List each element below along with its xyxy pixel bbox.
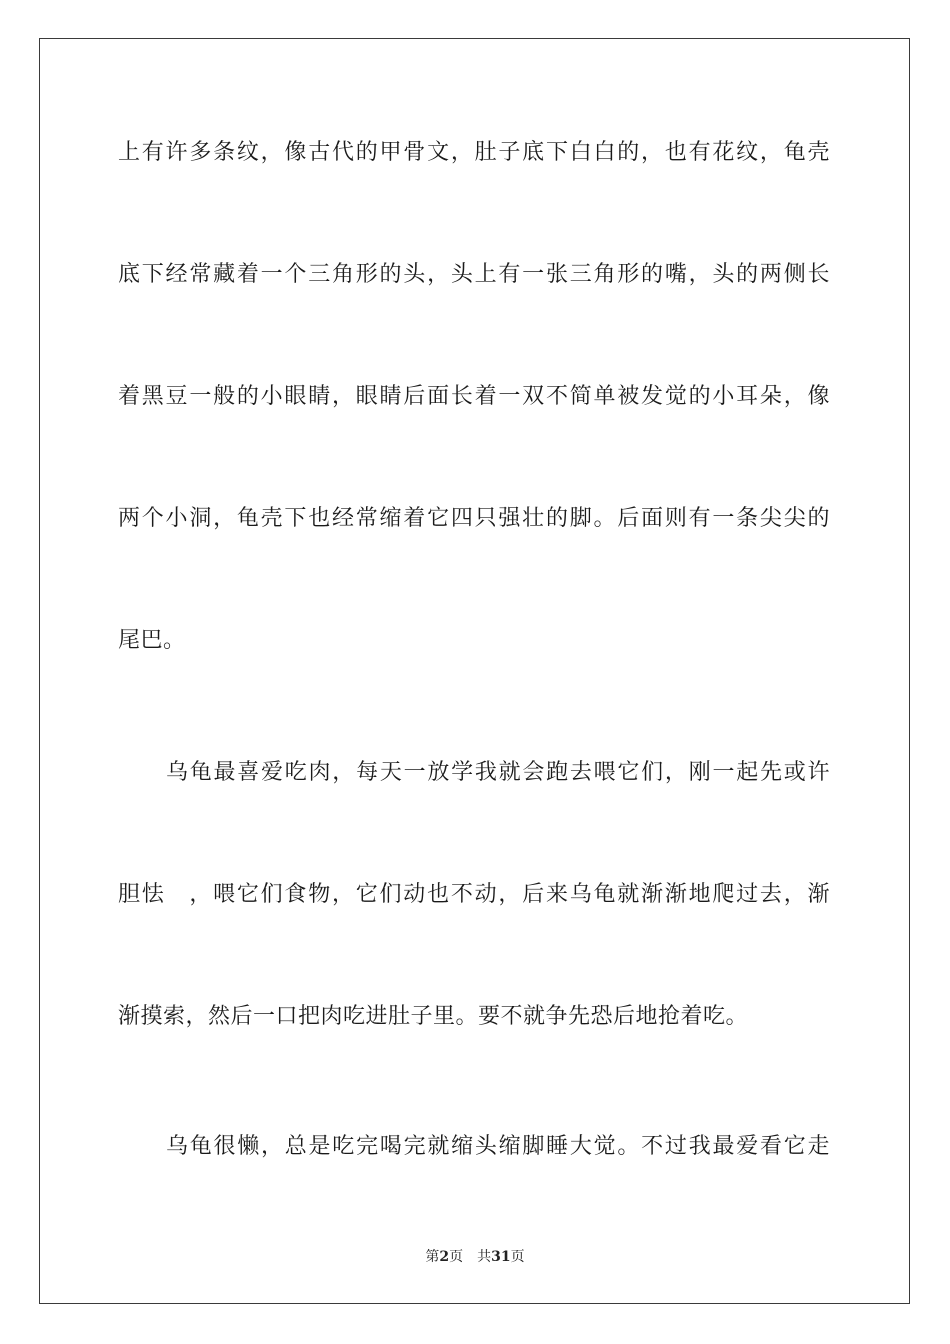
footer-page-suffix: 页 [449,1249,464,1265]
current-page-number: 2 [439,1249,450,1265]
footer-total-prefix: 共 [477,1249,492,1265]
body-line: 底下经常藏着一个三角形的头，头上有一张三角形的嘴，头的两侧长 [118,262,830,287]
body-line: 两个小洞，龟壳下也经常缩着它四只强壮的脚。后面则有一条尖尖的 [118,506,830,531]
body-line: 胆怯 ，喂它们食物，它们动也不动，后来乌龟就渐渐地爬过去，渐 [118,882,830,907]
page-border [39,38,910,1304]
footer-total-suffix: 页 [510,1249,525,1265]
page-footer [0,1247,950,1267]
body-line: 乌龟很懒，总是吃完喝完就缩头缩脚睡大觉。不过我最爱看它走 [166,1134,830,1159]
body-line: 上有许多条纹，像古代的甲骨文，肚子底下白白的，也有花纹，龟壳 [118,140,830,165]
body-line: 渐摸索，然后一口把肉吃进肚子里。要不就争先恐后地抢着吃。 [118,1004,749,1029]
body-line: 乌龟最喜爱吃肉，每天一放学我就会跑去喂它们，刚一起先或许 [166,760,830,785]
body-line: 尾巴。 [118,628,186,653]
footer-prefix: 第 [425,1249,440,1265]
total-page-count: 31 [491,1249,511,1265]
body-line: 着黑豆一般的小眼睛，眼睛后面长着一双不简单被发觉的小耳朵，像 [118,384,830,409]
